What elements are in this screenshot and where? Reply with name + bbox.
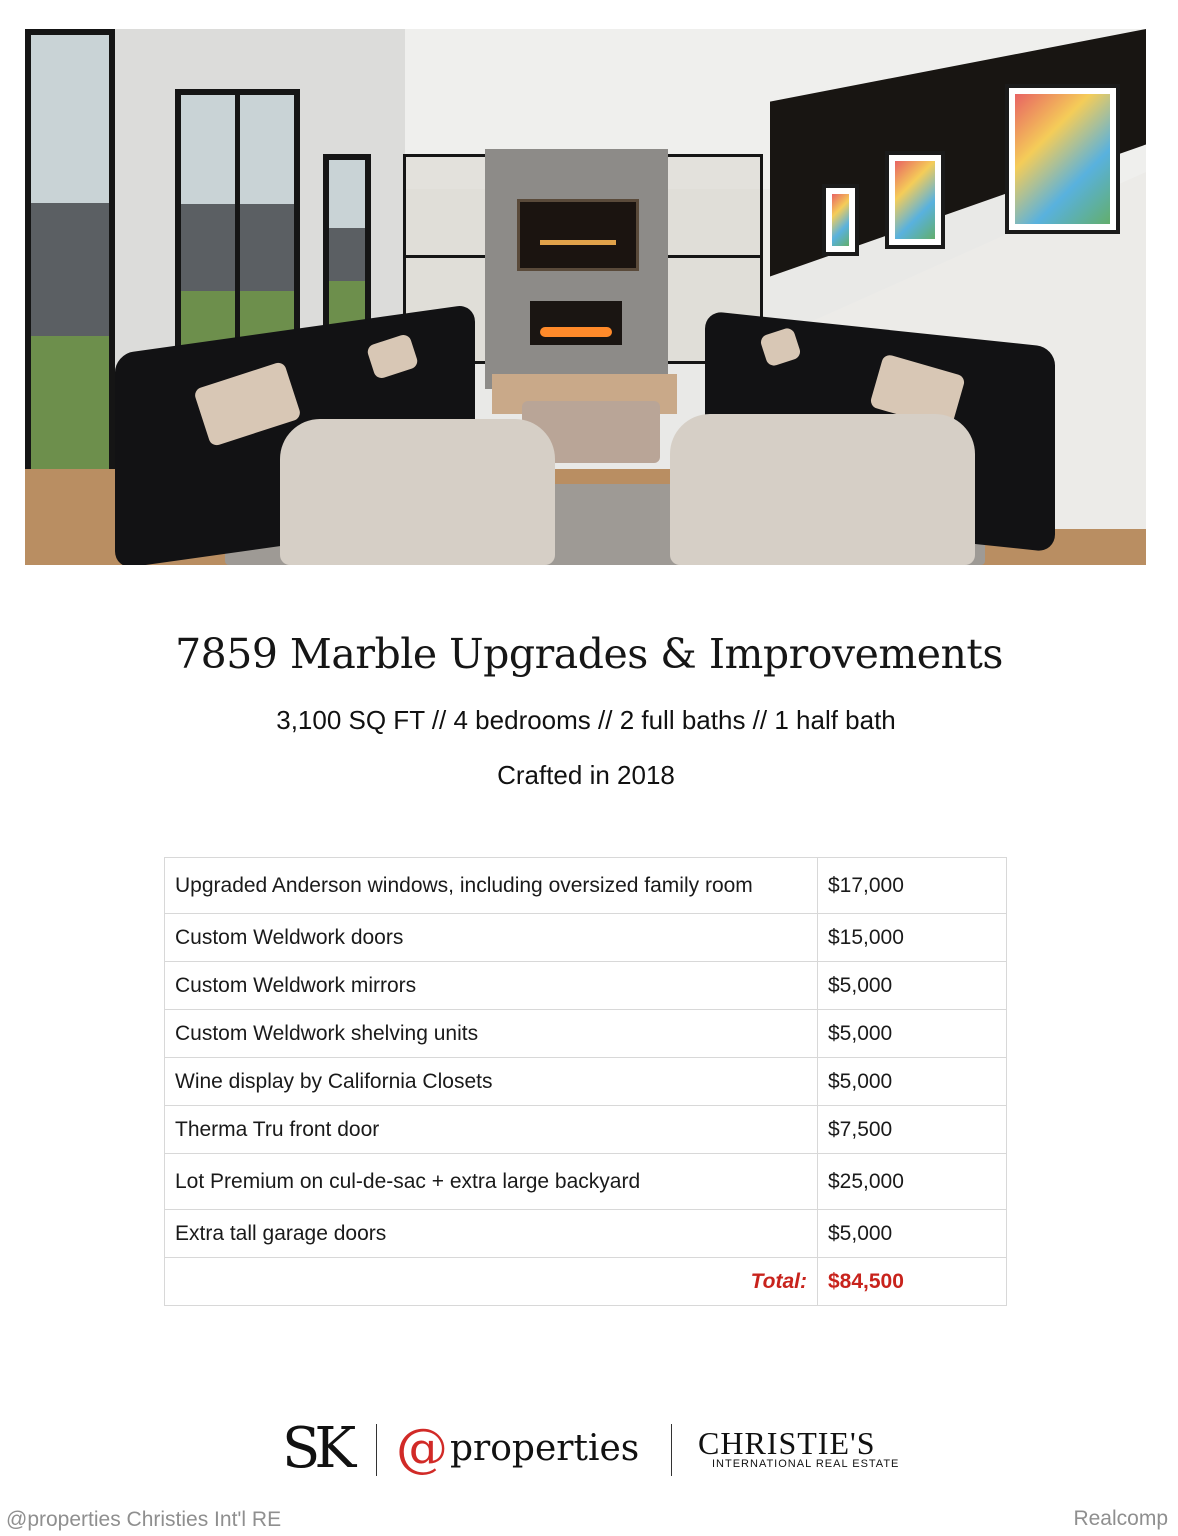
- upgrade-cost: $5,000: [818, 1058, 1007, 1106]
- christies-subtitle: INTERNATIONAL REAL ESTATE: [712, 1458, 900, 1470]
- upgrades-table: [164, 857, 1007, 1306]
- photo-artwork: [885, 151, 945, 249]
- total-value: $84,500: [818, 1258, 1007, 1306]
- table-row: [165, 1058, 1007, 1106]
- photo-window: [323, 154, 371, 344]
- table-row: [165, 1010, 1007, 1058]
- table-row: [165, 858, 1007, 914]
- photo-armchair-right: [670, 414, 975, 565]
- footer-source: Realcomp: [1073, 1507, 1168, 1530]
- upgrade-item: Custom Weldwork mirrors: [165, 962, 818, 1010]
- upgrade-cost: $5,000: [818, 1010, 1007, 1058]
- total-row: [165, 1258, 1007, 1306]
- brand-logos: [280, 1418, 900, 1480]
- crafted-year: Crafted in 2018: [497, 760, 675, 790]
- table-row: [165, 1106, 1007, 1154]
- upgrade-item: Custom Weldwork doors: [165, 914, 818, 962]
- table-row: [165, 914, 1007, 962]
- upgrades-table-body: [165, 858, 1007, 1258]
- photo-artwork: [1005, 84, 1120, 234]
- logo-divider: [671, 1424, 672, 1476]
- photo-tv: [517, 199, 639, 271]
- upgrade-item: Custom Weldwork shelving units: [165, 1010, 818, 1058]
- upgrade-cost: $5,000: [818, 1210, 1007, 1258]
- upgrade-item: Upgraded Anderson windows, including oversized family room: [165, 858, 818, 914]
- upgrade-cost: $7,500: [818, 1106, 1007, 1154]
- upgrade-item: Lot Premium on cul-de-sac + extra large backyard: [165, 1154, 818, 1210]
- upgrade-cost: $15,000: [818, 914, 1007, 962]
- page-title: 7859 Marble Upgrades & Improvements: [175, 630, 1003, 678]
- table-row: [165, 1154, 1007, 1210]
- logo-divider: [376, 1424, 377, 1476]
- photo-artwork: [822, 184, 859, 256]
- photo-armchair-left: [280, 419, 555, 565]
- table-row: [165, 1210, 1007, 1258]
- table-row: [165, 962, 1007, 1010]
- total-label: Total: [750, 1269, 800, 1293]
- photo-fire: [530, 301, 622, 345]
- upgrade-item: Therma Tru front door: [165, 1106, 818, 1154]
- sk-logo: SK: [282, 1416, 351, 1481]
- upgrade-item: Wine display by California Closets: [165, 1058, 818, 1106]
- upgrade-cost: $17,000: [818, 858, 1007, 914]
- properties-logo: properties: [450, 1428, 640, 1469]
- christies-logo: CHRISTIE'S: [698, 1425, 876, 1461]
- living-room-photo: [25, 29, 1146, 565]
- photo-window: [25, 29, 115, 484]
- property-specs: 3,100 SQ FT // 4 bedrooms // 2 full baths // 1 half bath: [276, 705, 896, 735]
- upgrade-cost: $25,000: [818, 1154, 1007, 1210]
- upgrade-cost: $5,000: [818, 962, 1007, 1010]
- at-logo-mark: @: [396, 1419, 448, 1479]
- upgrade-item: Extra tall garage doors: [165, 1210, 818, 1258]
- photo-ottoman: [585, 401, 660, 463]
- footer-brokerage: @properties Christies Int'l RE: [6, 1508, 282, 1531]
- total-label-cell: Total:: [165, 1258, 818, 1306]
